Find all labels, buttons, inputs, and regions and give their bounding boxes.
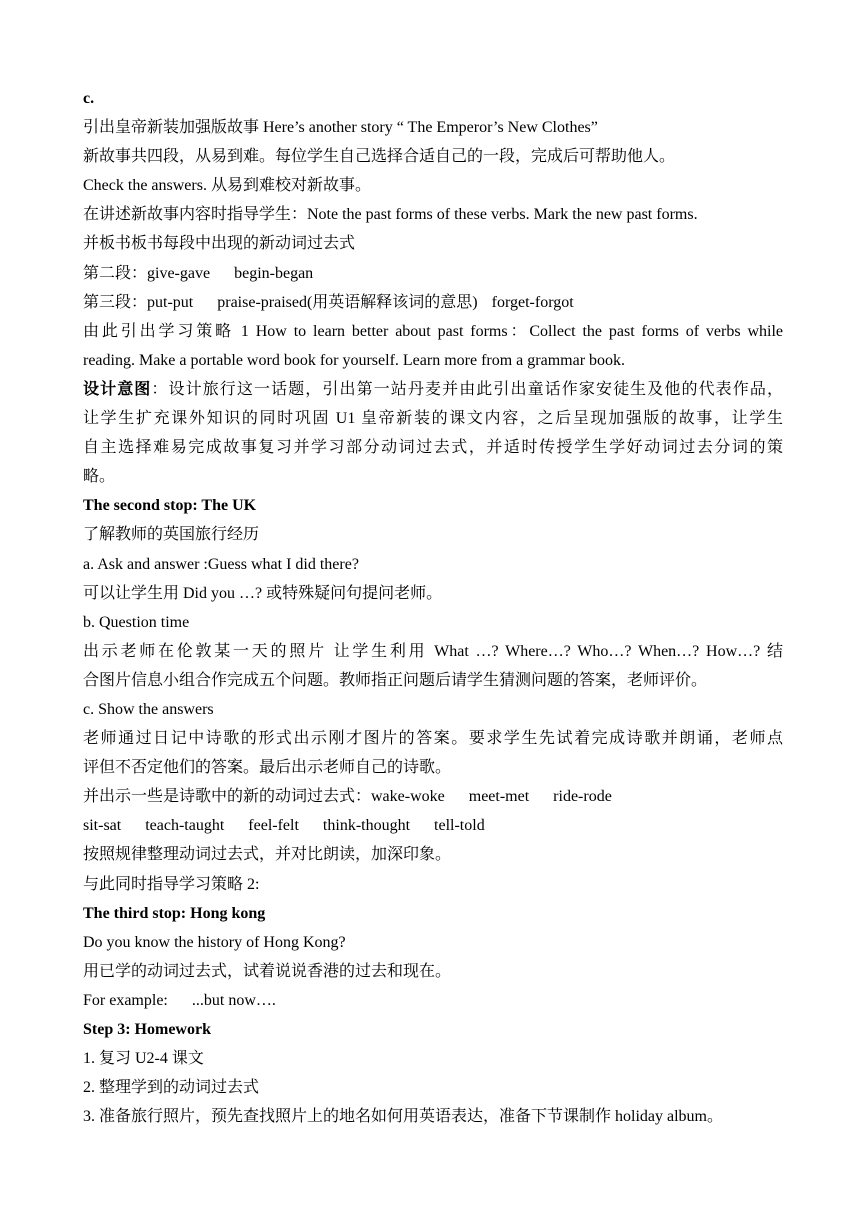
more-verb-3: feel-felt: [248, 817, 299, 835]
text-line-four-paragraphs: 新故事共四段，从易到难。每位学生自己选择合适自己的一段，完成后可帮助他人。: [83, 148, 676, 166]
more-verb-4: think-thought: [322, 817, 411, 835]
text-line-uk-trip: 了解教师的英国旅行经历: [83, 526, 260, 544]
new-verb-3: ride-rode: [553, 788, 612, 806]
heading-second-stop: The second stop: The UK: [83, 497, 257, 515]
text-line-strategy-1: 由此引出学习策略 1 How to learn better about past forms：Collect the past forms of verbs while: [83, 322, 783, 340]
text-line-check-answers: Check the answers. 从易到难校对新故事。: [83, 177, 371, 195]
text-line-paragraph-two: [83, 259, 783, 288]
text-line-london-photo: 出示老师在伦敦某一天的照片 让学生利用 What …? Where…? Who…? When…? How…? 结: [83, 642, 783, 660]
text-line-strategy-2: 与此同时指导学习策略 2:: [83, 875, 260, 893]
heading-homework: Step 3: Homework: [83, 1021, 211, 1038]
text-line-hong-kong-history: Do you know the history of Hong Kong?: [83, 933, 346, 951]
paragraph-three-verb-2: praise-praised(用英语解释该词的意思): [217, 293, 478, 311]
text-line-design-intent: [83, 375, 783, 404]
text-line-organize-verbs: 按照规律整理动词过去式，并对比朗读，加深印象。: [83, 846, 452, 864]
text-line-paragraph-three: [83, 288, 783, 317]
document-page: [83, 84, 783, 1131]
text-line-did-you: 可以让学生用 Did you …? 或特殊疑问句提问老师。: [83, 584, 443, 602]
text-line-show-answers: c. Show the answers: [83, 700, 214, 718]
heading-third-stop: The third stop: Hong kong: [83, 904, 266, 922]
for-example-text: ...but now….: [191, 991, 276, 1009]
design-intent-label: 设计意图: [83, 380, 152, 398]
text-line-design-intent-3: 自主选择难易完成故事复习并学习部分动词过去式，并适时传授学生学好动词过去分词的策: [83, 439, 783, 457]
text-line-more-verbs: [83, 811, 783, 840]
homework-item-3: 3. 准备旅行照片，预先查找照片上的地名如何用英语表达，准备下节课制作 holiday album。: [83, 1108, 723, 1126]
homework-item-1: 1. 复习 U2-4 课文: [83, 1050, 204, 1068]
text-line-group-work: 合图片信息小组合作完成五个问题。教师指正问题后请学生猜测问题的答案，老师评价。: [83, 671, 708, 689]
paragraph-two-verb-1: 第二段：give-gave: [83, 264, 211, 282]
text-line-design-intent-2: 让学生扩充课外知识的同时巩固 U1 皇帝新装的课文内容，之后呈现加强版的故事，让学生: [83, 410, 783, 428]
more-verb-2: teach-taught: [145, 817, 225, 835]
new-verb-1: 并出示一些是诗歌中的新的动词过去式：wake-woke: [83, 788, 445, 806]
text-line-ask-answer: a. Ask and answer :Guess what I did there?: [83, 555, 359, 573]
text-line-emperor-story: 引出皇帝新装加强版故事 Here’s another story “ The Emperor’s New Clothes”: [83, 119, 598, 137]
section-c-label: c.: [83, 90, 95, 107]
text-line-design-intent-4: 略。: [83, 468, 116, 486]
text-line-strategy-1-cont: reading. Make a portable word book for yourself. Learn more from a grammar book.: [83, 351, 626, 369]
text-line-blackboard: 并板书板书每段中出现的新动词过去式: [83, 235, 356, 253]
text-line-note-past-forms: 在讲述新故事内容时指导学生：Note the past forms of these verbs. Mark the new past forms.: [83, 206, 698, 224]
for-example-label: For example:: [83, 991, 168, 1009]
new-verb-2: meet-met: [468, 788, 530, 806]
more-verb-1: sit-sat: [83, 817, 122, 835]
text-line-question-time: b. Question time: [83, 613, 190, 631]
text-line-diary-poem: 老师通过日记中诗歌的形式出示刚才图片的答案。要求学生先试着完成诗歌并朗诵，老师点: [83, 730, 783, 748]
more-verb-5: tell-told: [434, 817, 485, 835]
text-line-past-and-present: 用已学的动词过去式，试着说说香港的过去和现在。: [83, 962, 452, 980]
text-line-for-example: [83, 986, 783, 1015]
paragraph-three-verb-1: 第三段：put-put: [83, 293, 194, 311]
paragraph-two-verb-2: begin-began: [234, 264, 314, 282]
paragraph-three-verb-3: forget-forgot: [491, 293, 574, 311]
design-intent-text: ：设计旅行这一话题，引出第一站丹麦并由此引出童话作家安徒生及他的代表作品，: [151, 380, 783, 398]
text-line-new-verbs: [83, 782, 783, 811]
text-line-teacher-poem: 评但不否定他们的答案。最后出示老师自己的诗歌。: [83, 759, 452, 777]
homework-item-2: 2. 整理学到的动词过去式: [83, 1079, 260, 1097]
